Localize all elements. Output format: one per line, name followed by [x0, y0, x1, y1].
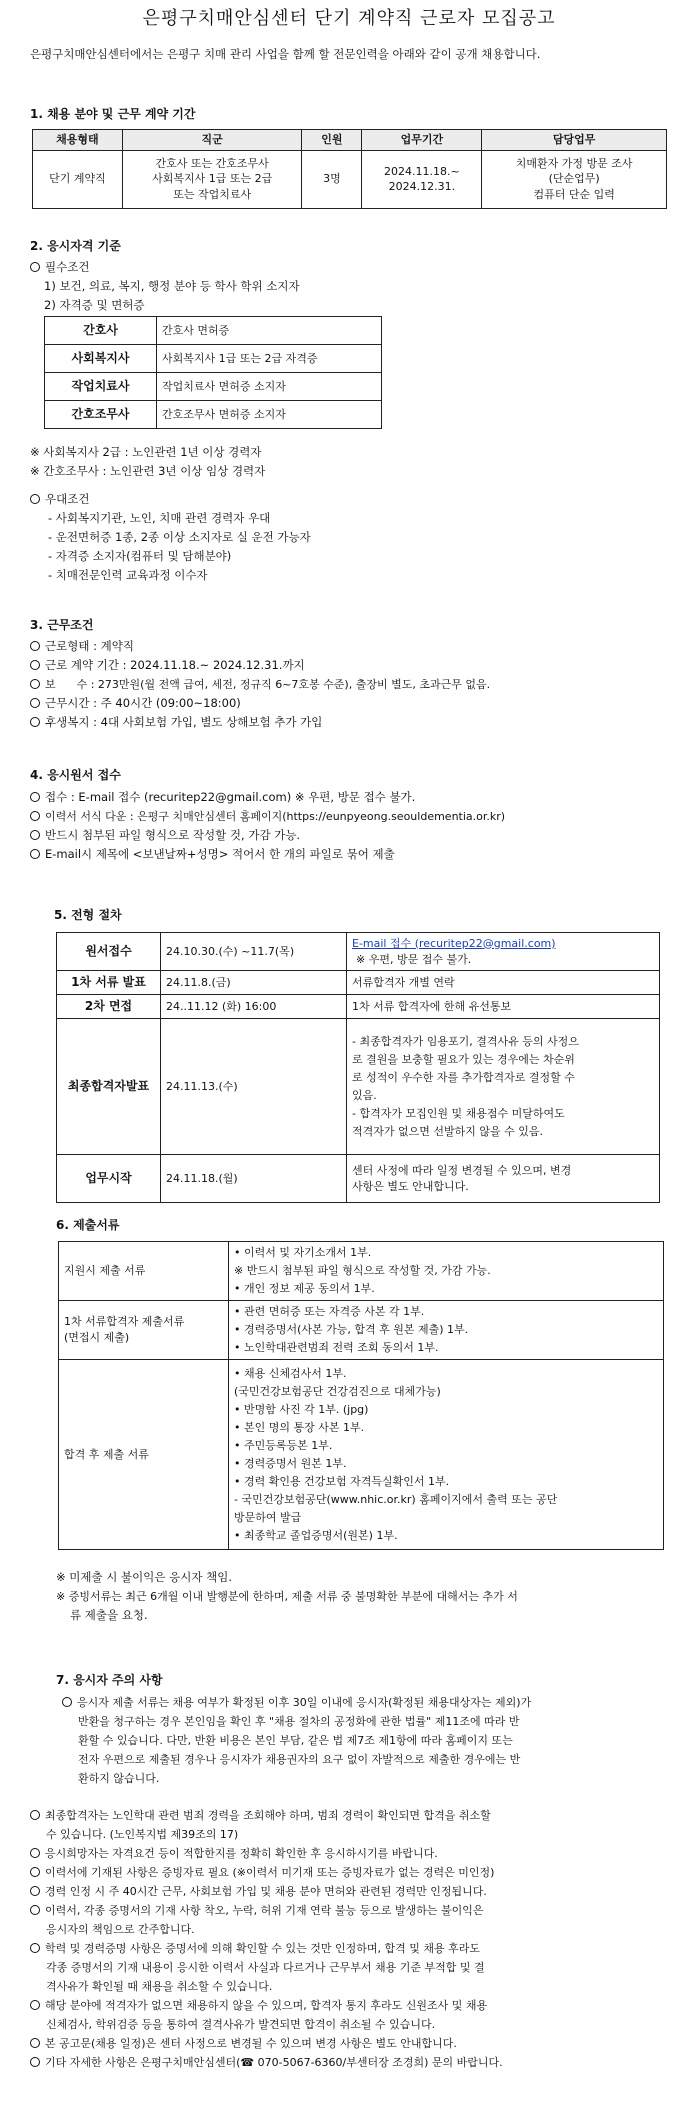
condition-item: 근무시간 : 주 40시간 (09:00~18:00) — [45, 696, 241, 710]
process-date: 24.11.13.(수) — [161, 1019, 347, 1155]
desc-line: 적격자가 없으면 선발하지 않을 수 있음. — [352, 1124, 543, 1138]
application-item: 접수 : E-mail 접수 (recuritep22@gmail.com) ※ 우편, 방문 접수 불가. — [45, 790, 416, 804]
process-date: 24..11.12 (화) 16:00 — [161, 995, 347, 1019]
caution-line: 응시자 제출 서류는 채용 여부가 확정된 이후 30일 이내에 응시자(확정된 채용대상자는 제외)가 — [77, 1696, 532, 1709]
duty-line: 치매환자 가정 방문 조사 — [515, 156, 633, 170]
duty-line: 컴퓨터 단순 입력 — [533, 188, 615, 202]
circle-bullet-icon — [30, 1905, 40, 1915]
license-key: 간호조무사 — [45, 401, 157, 429]
application-item: 이력서 서식 다운 : 은평구 치매안심센터 홈페이지(https://eunpyeong.seouldementia.or.kr) — [45, 810, 506, 823]
caution-line: 전자 우편으로 제출된 경우나 응시자가 채용권자의 요구 없이 자발적으로 제출한 경우에는 반 — [78, 1753, 521, 1766]
circle-bullet-icon — [30, 849, 40, 859]
circle-bullet-icon — [30, 1943, 40, 1953]
doc-item: • 채용 신체검사서 1부. — [234, 1366, 347, 1380]
condition-item: 후생복지 : 4대 사회보험 가입, 별도 상해보험 추가 가입 — [45, 715, 323, 729]
doc-item: 방문하여 발급 — [234, 1510, 302, 1524]
caution-line: 응시자의 책임으로 간주합니다. — [46, 1923, 195, 1936]
process-step: 업무시작 — [57, 1155, 161, 1203]
license-value: 간호사 면허증 — [157, 317, 382, 345]
process-desc — [347, 1019, 660, 1155]
doc-note: 류 제출을 요청. — [70, 1608, 148, 1622]
application-item: 반드시 첨부된 파일 형식으로 작성할 것, 가감 가능. — [45, 828, 301, 842]
process-desc — [347, 1155, 660, 1203]
circle-bullet-icon — [30, 1810, 40, 1820]
license-key: 간호사 — [45, 317, 157, 345]
process-step: 원서접수 — [57, 933, 161, 971]
circle-bullet-icon — [30, 717, 40, 727]
requirement-2: 2) 자격증 및 면허증 — [44, 298, 145, 312]
circle-bullet-icon — [62, 1697, 72, 1707]
preference-item: - 자격증 소지자(컴퓨터 및 담해분야) — [48, 549, 232, 563]
section7-items — [30, 1806, 670, 2072]
doc-item: • 경력증명서(사본 가능, 합격 후 원본 제출) 1부. — [234, 1323, 469, 1336]
section2-required — [30, 258, 675, 315]
section3-items — [30, 637, 675, 732]
desc-line: 센터 사정에 따라 일정 변경될 수 있으며, 변경 — [352, 1163, 572, 1177]
circle-bullet-icon — [30, 698, 40, 708]
section2-heading: 2. 응시자격 기준 — [30, 239, 121, 253]
caution-line: 최종합격자는 노인학대 관련 범죄 경력을 조회해야 하며, 범죄 경력이 확인되면 합격을 취소할 — [45, 1809, 491, 1822]
circle-bullet-icon — [30, 811, 40, 821]
job-line: 또는 작업치료사 — [173, 188, 252, 202]
license-value: 간호조무사 면허증 소지자 — [157, 401, 382, 429]
note-social-worker: ※ 사회복지사 2급 : 노인관련 1년 이상 경력자 — [30, 445, 262, 459]
condition-item: 보 수 : 273만원(월 전액 급여, 세전, 정규직 6~7호봉 수준), 출장비 별도, 초과근무 없음. — [45, 678, 491, 691]
process-date: 24.11.8.(금) — [161, 971, 347, 995]
process-step: 1차 서류 발표 — [57, 971, 161, 995]
circle-bullet-icon — [30, 660, 40, 670]
process-table — [56, 932, 660, 1203]
cell-type: 단기 계약직 — [33, 150, 123, 208]
doc-item: • 반명함 사진 각 1부. (jpg) — [234, 1402, 369, 1416]
process-date: 24.11.18.(월) — [161, 1155, 347, 1203]
caution-line: 격사유가 확인될 때 채용을 취소할 수 있습니다. — [46, 1980, 273, 1993]
contract-table — [32, 129, 667, 209]
desc-line: 로 결원을 보충할 필요가 있는 경우에는 차순위 — [352, 1052, 575, 1066]
required-label: 필수조건 — [45, 260, 90, 274]
section4-heading: 4. 응시원서 접수 — [30, 768, 121, 782]
caution-line: 해당 분야에 적격자가 없으면 채용하지 않을 수 있으며, 합격자 통지 후라도 신원조사 및 채용 — [45, 1999, 488, 2012]
process-desc — [347, 933, 660, 971]
desc-line: 로 성적이 우수한 자를 추가합격자로 결정할 수 — [352, 1070, 575, 1084]
page-title: 은평구치매안심센터 단기 계약직 근로자 모집공고 — [142, 8, 556, 29]
doc-item: • 최종학교 졸업증명서(원본) 1부. — [234, 1528, 398, 1542]
doc-item: • 본인 명의 통장 사본 1부. — [234, 1420, 365, 1434]
circle-bullet-icon — [30, 1848, 40, 1858]
desc-line: 사항은 별도 안내합니다. — [352, 1179, 469, 1193]
period-line: 2024.11.18.~ — [384, 164, 460, 178]
doc-stage — [59, 1360, 229, 1550]
caution-line: 이력서, 각종 증명서의 기재 사항 착오, 누락, 허위 기재 연락 불능 등으로 발생하는 불이익은 — [45, 1904, 484, 1917]
caution-line: 이력서에 기재된 사항은 증빙자료 필요 (※이력서 미기재 또는 증빙자료가 없는 경력은 미인정) — [45, 1866, 495, 1879]
cell-period — [362, 150, 482, 208]
doc-item: • 개인 정보 제공 동의서 1부. — [234, 1282, 375, 1295]
preference-label: 우대조건 — [45, 492, 90, 506]
section1-heading: 1. 채용 분야 및 근무 계약 기간 — [30, 107, 196, 121]
application-item: E-mail시 제목에 <보낸날짜+성명> 적어서 한 개의 파일로 묶어 제출 — [45, 847, 395, 861]
caution-line: 환하지 않습니다. — [78, 1772, 160, 1785]
doc-stage — [59, 1301, 229, 1360]
circle-bullet-icon — [30, 830, 40, 840]
caution-line: 경력 인정 시 주 40시간 근무, 사회보험 가입 및 채용 분야 면허와 관련된 경력만 인정됩니다. — [45, 1885, 487, 1898]
period-line: 2024.12.31. — [388, 180, 456, 194]
doc-item: • 주민등록등본 1부. — [234, 1438, 333, 1452]
doc-item: • 경력 확인용 건강보험 자격득실확인서 1부. — [234, 1474, 450, 1488]
circle-bullet-icon — [30, 1867, 40, 1877]
cell-duty — [482, 150, 667, 208]
doc-stage-label: 1차 서류합격자 제출서류 — [64, 1315, 185, 1329]
license-key: 작업치료사 — [45, 373, 157, 401]
header-type: 채용형태 — [33, 130, 123, 151]
process-date: 24.10.30.(수) ~11.7(목) — [161, 933, 347, 971]
license-value: 사회복지사 1급 또는 2급 자격증 — [157, 345, 382, 373]
doc-note: ※ 증빙서류는 최근 6개월 이내 발행분에 한하며, 제출 서류 중 불명확한 부분에 대해서는 추가 서 — [56, 1590, 518, 1603]
desc-line: - 합격자가 모집인원 및 채용점수 미달하여도 — [352, 1106, 565, 1120]
circle-bullet-icon — [30, 2057, 40, 2067]
doc-list — [229, 1242, 664, 1301]
email-link[interactable]: E-mail 접수 (recuritep22@gmail.com) — [352, 936, 556, 950]
intro-text: 은평구치매안심센터에서는 은평구 치매 관리 사업을 함께 할 전문인력을 아래와 같이 공개 채용합니다. — [30, 47, 541, 61]
section6-notes — [56, 1568, 666, 1625]
caution-line: 기타 자세한 사항은 은평구치매안심센터(☎ 070-5067-6360/부센터장 조경희) 문의 바랍니다. — [45, 2056, 503, 2069]
header-period: 업무기간 — [362, 130, 482, 151]
section3-heading: 3. 근무조건 — [30, 618, 94, 632]
doc-list — [229, 1301, 664, 1360]
documents-table — [58, 1241, 664, 1550]
doc-item: • 노인학대관련범죄 전력 조회 동의서 1부. — [234, 1341, 439, 1354]
doc-list — [229, 1360, 664, 1550]
circle-bullet-icon — [30, 262, 40, 272]
process-desc: 1차 서류 합격자에 한해 유선통보 — [347, 995, 660, 1019]
preference-item: - 치매전문인력 교육과정 이수자 — [48, 568, 208, 582]
doc-item: ※ 반드시 첨부된 파일 형식으로 작성할 것, 가감 가능. — [234, 1264, 491, 1277]
section5-heading: 5. 전형 절차 — [54, 908, 122, 922]
caution-line: 각종 증명서의 기재 내용이 응시한 이력서 사실과 다르거나 근무부서 채용 기준 부적합 및 결 — [46, 1961, 485, 1974]
section7-heading: 7. 응시자 주의 사항 — [56, 1673, 163, 1687]
header-count: 인원 — [302, 130, 362, 151]
process-step: 최종합격자발표 — [57, 1019, 161, 1155]
header-job: 직군 — [122, 130, 302, 151]
requirement-1: 1) 보건, 의료, 복지, 행정 분야 등 학사 학위 소지자 — [44, 279, 300, 293]
job-line: 간호사 또는 간호조무사 — [155, 156, 269, 170]
doc-item: • 이력서 및 자기소개서 1부. — [234, 1246, 372, 1259]
cell-job — [122, 150, 302, 208]
section7-first — [62, 1693, 667, 1788]
caution-line: 본 공고문(채용 일정)은 센터 사정으로 변경될 수 있으며 변경 사항은 별도 안내합니다. — [45, 2037, 457, 2050]
section2-notes — [30, 443, 675, 481]
process-step: 2차 면접 — [57, 995, 161, 1019]
doc-stage-label: 합격 후 제출 서류 — [64, 1447, 149, 1461]
condition-item: 근로 계약 기간 : 2024.11.18.~ 2024.12.31.까지 — [45, 658, 305, 672]
process-desc: 서류합격자 개별 연락 — [347, 971, 660, 995]
circle-bullet-icon — [30, 641, 40, 651]
doc-item: - 국민건강보험공단(www.nhic.or.kr) 홈페이지에서 출력 또는 공단 — [234, 1492, 558, 1506]
circle-bullet-icon — [30, 2000, 40, 2010]
preference-item: - 운전면허증 1종, 2종 이상 소지자로 실 운전 가능자 — [48, 530, 311, 544]
circle-bullet-icon — [30, 679, 40, 689]
desc-line: - 최종합격자가 임용포기, 결격사유 등의 사정으 — [352, 1034, 579, 1048]
desc-line: 있음. — [352, 1088, 377, 1102]
doc-stage-label: (면접시 제출) — [64, 1331, 130, 1344]
caution-line: 환할 수 있습니다. 다만, 반환 비용은 본인 부담, 같은 법 제7조 제1항에 따라 홈페이지 또는 — [78, 1734, 513, 1747]
header-duty: 담당업무 — [482, 130, 667, 151]
doc-stage — [59, 1242, 229, 1301]
cell-count: 3명 — [302, 150, 362, 208]
doc-item: • 관련 면허증 또는 자격증 사본 각 1부. — [234, 1305, 425, 1318]
circle-bullet-icon — [30, 2038, 40, 2048]
circle-bullet-icon — [30, 494, 40, 504]
caution-line: 신체검사, 학위검증 등을 통하여 결격사유가 발견되면 합격이 취소될 수 있습니다. — [46, 2018, 436, 2031]
condition-item: 근로형태 : 계약직 — [45, 639, 134, 653]
license-table — [44, 316, 382, 429]
doc-note: ※ 미제출 시 불이익은 응시자 책임. — [56, 1570, 232, 1584]
license-value: 작업치료사 면허증 소지자 — [157, 373, 382, 401]
job-line: 사회복지사 1급 또는 2급 — [152, 172, 273, 186]
desc-line: ※ 우편, 방문 접수 불가. — [356, 952, 472, 966]
section4-items — [30, 788, 675, 864]
circle-bullet-icon — [30, 1886, 40, 1896]
section2-preferences — [30, 490, 675, 585]
preference-item: - 사회복지기관, 노인, 치매 관련 경력자 우대 — [48, 511, 271, 525]
doc-item: (국민건강보험공단 건강검진으로 대체가능) — [234, 1384, 441, 1398]
license-key: 사회복지사 — [45, 345, 157, 373]
duty-line: (단순업무) — [548, 172, 600, 186]
caution-line: 수 있습니다. (노인복지법 제39조의 17) — [46, 1828, 239, 1841]
doc-stage-label: 지원시 제출 서류 — [64, 1264, 146, 1278]
doc-item: • 경력증명서 원본 1부. — [234, 1456, 347, 1470]
circle-bullet-icon — [30, 792, 40, 802]
caution-line: 응시희망자는 자격요건 등이 적합한지를 정확히 확인한 후 응시하시기를 바랍니다. — [45, 1847, 438, 1860]
section6-heading: 6. 제출서류 — [56, 1218, 120, 1232]
note-nurse-aide: ※ 간호조무사 : 노인관련 3년 이상 임상 경력자 — [30, 464, 266, 478]
caution-line: 반환을 청구하는 경우 본인임을 확인 후 "채용 절차의 공정화에 관한 법률" 제11조에 따라 반 — [78, 1715, 520, 1728]
caution-line: 학력 및 경력증명 사항은 증명서에 의해 확인할 수 있는 것만 인정하며, 합격 및 채용 후라도 — [45, 1942, 480, 1955]
